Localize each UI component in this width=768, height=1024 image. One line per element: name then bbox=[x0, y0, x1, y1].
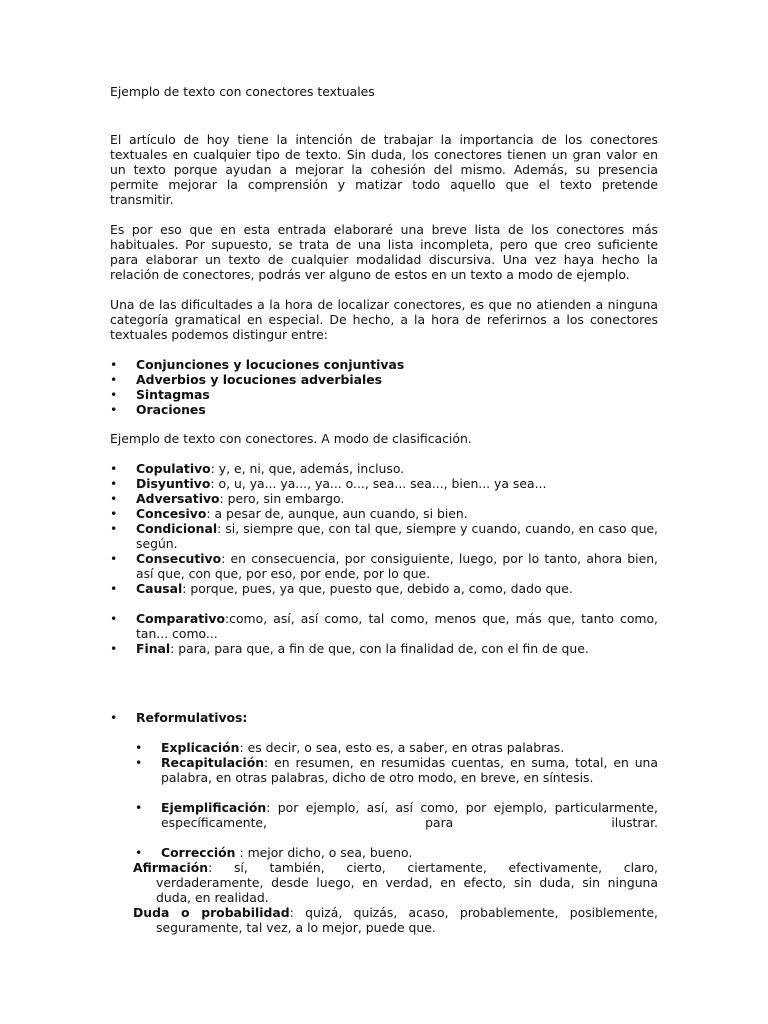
list-item: • Disyuntivo: o, u, ya... ya..., ya... o..., sea... sea..., bien... ya sea... bbox=[110, 476, 547, 491]
list-item: • Concesivo: a pesar de, aunque, aun cuando, si bien. bbox=[110, 506, 468, 521]
bullet-icon: • bbox=[110, 402, 118, 417]
list-item: • Sintagmas bbox=[110, 387, 210, 402]
bullet-icon: • bbox=[110, 581, 118, 596]
list-item: • Condicional: si, siempre que, con tal que, siempre y cuando, cuando, en caso que, según. bbox=[110, 521, 658, 551]
bullet-icon: • bbox=[110, 521, 118, 536]
list-item: • Consecutivo: en consecuencia, por consiguiente, luego, por lo tanto, ahora bien, así que, con que, por eso, por ende, por lo que. bbox=[110, 551, 658, 581]
list-item: Afirmación: sí, también, cierto, ciertamente, efectivamente, claro, verdaderamente, desde luego, en verdad, en efecto, sin duda, sin ninguna duda, en realidad. bbox=[133, 860, 658, 905]
connector-type-list-2 bbox=[110, 611, 658, 656]
bullet-icon: • bbox=[110, 461, 118, 476]
list-item: • Recapitulación: en resumen, en resumidas cuentas, en suma, total, en una palabra, en otras palabras, dicho de otro modo, en breve, en síntesis. bbox=[135, 755, 658, 785]
bullet-icon: • bbox=[110, 641, 118, 656]
bullet-icon: • bbox=[110, 372, 118, 387]
list-item: Duda o probabilidad: quizá, quizás, acaso, probablemente, posiblemente, seguramente, tal vez, a lo mejor, puede que. bbox=[133, 905, 658, 935]
bullet-icon: • bbox=[110, 551, 118, 566]
bullet-icon: • bbox=[110, 611, 118, 626]
bullet-icon: • bbox=[135, 800, 143, 815]
classification-subtitle: Ejemplo de texto con conectores. A modo de clasificación. bbox=[110, 431, 472, 446]
list-item: • Comparativo:como, así, así como, tal como, menos que, más que, tanto como, tan... como... bbox=[110, 611, 658, 641]
bullet-icon: • bbox=[110, 491, 118, 506]
bullet-icon: • bbox=[135, 755, 143, 770]
document-page bbox=[110, 84, 658, 935]
intro-paragraph-2: Es por eso que en esta entrada elaboraré una breve lista de los conectores más habituales. Por supuesto, se trata de una lista incompleta, pero que creo suficiente para elaborar un texto de cualquier modalidad discursiva. Una vez haya hecho la relación de conectores, podrás ver alguno de estos en un texto a modo de ejemplo. bbox=[110, 222, 658, 282]
bullet-icon: • bbox=[135, 740, 143, 755]
list-item: • Corrección : mejor dicho, o sea, bueno. bbox=[135, 845, 413, 860]
bullet-icon: • bbox=[110, 710, 118, 725]
document-title: Ejemplo de texto con conectores textuales bbox=[110, 84, 375, 99]
list-item: • Causal: porque, pues, ya que, puesto que, debido a, como, dado que. bbox=[110, 581, 573, 596]
category-list bbox=[110, 357, 658, 417]
list-item: • Final: para, para que, a fin de que, con la finalidad de, con el fin de que. bbox=[110, 641, 589, 656]
list-item: • Conjunciones y locuciones conjuntivas bbox=[110, 357, 405, 372]
bullet-icon: • bbox=[110, 387, 118, 402]
reformulativos-list bbox=[110, 740, 658, 785]
bullet-icon: • bbox=[135, 845, 143, 860]
list-item: • Adverbios y locuciones adverbiales bbox=[110, 372, 383, 387]
intro-paragraph-1: El artículo de hoy tiene la intención de trabajar la importancia de los conectores textuales en cualquier tipo de texto. Sin duda, los conectores tienen un gran valor en un texto porque ayudan a mejorar la cohesión del mismo. Además, su presencia permite mejorar la comprensión y matizar todo aquello que el texto pretende transmitir. bbox=[110, 132, 658, 207]
list-item: • Ejemplificación: por ejemplo, así, así como, por ejemplo, particularmente, específicamente, para ilustrar. bbox=[135, 800, 658, 830]
list-item: • Oraciones bbox=[110, 402, 206, 417]
bullet-icon: • bbox=[110, 506, 118, 521]
list-item: • Explicación: es decir, o sea, esto es, a saber, en otras palabras. bbox=[135, 740, 565, 755]
reformulativos-heading: • Reformulativos: bbox=[110, 710, 248, 725]
bullet-icon: • bbox=[110, 476, 118, 491]
list-item: • Copulativo: y, e, ni, que, además, incluso. bbox=[110, 461, 405, 476]
bullet-icon: • bbox=[110, 357, 118, 372]
plain-list bbox=[110, 860, 658, 935]
intro-paragraph-3: Una de las dificultades a la hora de localizar conectores, es que no atienden a ninguna categoría gramatical en especial. De hecho, a la hora de referirnos a los conectores textuales podemos distingur entre: bbox=[110, 297, 658, 342]
connector-type-list bbox=[110, 461, 658, 596]
list-item: • Adversativo: pero, sin embargo. bbox=[110, 491, 345, 506]
